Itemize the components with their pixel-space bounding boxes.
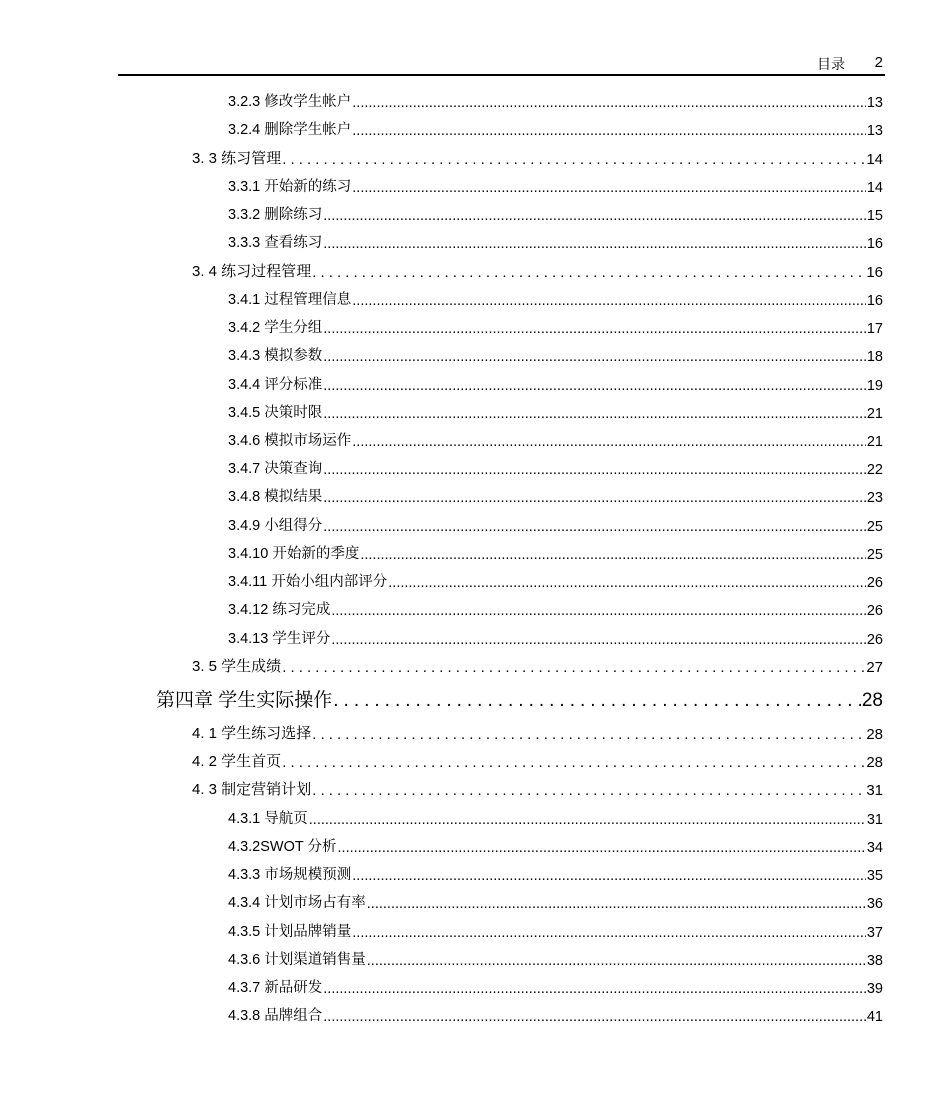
toc-entry-page: 28 [866, 726, 883, 743]
toc-entry[interactable] [228, 228, 883, 252]
dot-leader [323, 208, 866, 224]
toc-entry-label: 3.4.13 学生评分 [228, 631, 331, 647]
toc-entry[interactable] [228, 313, 883, 337]
dot-leader [282, 151, 865, 168]
toc-entry[interactable] [228, 567, 883, 591]
toc-entry-page: 26 [866, 575, 883, 591]
toc-entry[interactable] [228, 454, 883, 478]
toc-entry-page: 31 [866, 782, 883, 799]
toc-entry[interactable] [228, 1001, 883, 1025]
dot-leader [367, 896, 866, 912]
toc-entry[interactable] [228, 172, 883, 196]
header-page-number: 2 [874, 54, 883, 71]
toc-entry[interactable] [228, 482, 883, 506]
header-title: 目录 [817, 56, 845, 72]
dot-leader [323, 321, 866, 337]
toc-entry-page: 28 [861, 690, 883, 711]
dot-leader [333, 690, 861, 712]
dot-leader [323, 236, 866, 252]
toc-entry-label: 4. 3 制定营销计划 [192, 781, 312, 798]
toc-entry-label: 3.4.12 练习完成 [228, 602, 331, 618]
toc-entry-page: 13 [866, 95, 883, 111]
toc-entry-page: 39 [866, 981, 883, 997]
toc-entry[interactable] [228, 511, 883, 535]
toc-entry-label: 3.4.4 评分标准 [228, 377, 323, 393]
dot-leader [360, 547, 866, 563]
dot-leader [312, 782, 865, 799]
toc-entry[interactable] [228, 832, 883, 856]
toc-entry-page: 16 [866, 293, 883, 309]
dot-leader [352, 434, 866, 450]
toc-entry[interactable] [228, 398, 883, 422]
toc-entry[interactable] [228, 917, 883, 941]
toc-entry-page: 19 [866, 378, 883, 394]
dot-leader [312, 264, 865, 281]
toc-entry-page: 37 [866, 925, 883, 941]
dot-leader [388, 575, 866, 591]
toc-entry-label: 3.4.7 决策查询 [228, 461, 323, 477]
toc-entry[interactable] [228, 945, 883, 969]
dot-leader [352, 868, 866, 884]
toc-entry-page: 16 [866, 236, 883, 252]
toc-entry[interactable] [192, 775, 883, 799]
toc-entry-page: 17 [866, 321, 883, 337]
toc-entry[interactable] [228, 285, 883, 309]
toc-entry[interactable] [156, 684, 883, 712]
toc-entry-label: 第四章 学生实际操作 [156, 690, 333, 711]
toc-entry-page: 22 [866, 462, 883, 478]
toc-entry[interactable] [228, 860, 883, 884]
toc-entry-page: 25 [866, 519, 883, 535]
toc-entry-label: 3.4.6 模拟市场运作 [228, 433, 352, 449]
toc-entry-label: 3.4.8 模拟结果 [228, 489, 323, 505]
toc-entry[interactable] [228, 888, 883, 912]
dot-leader [352, 123, 866, 139]
toc-entry[interactable] [192, 652, 883, 676]
toc-entry[interactable] [228, 539, 883, 563]
toc-entry-label: 4.3.3 市场规模预测 [228, 867, 352, 883]
toc-entry[interactable] [228, 341, 883, 365]
toc-entry-label: 3.4.1 过程管理信息 [228, 292, 352, 308]
toc-entry-label: 3.4.2 学生分组 [228, 320, 323, 336]
toc-entry-label: 3.3.2 删除练习 [228, 207, 323, 223]
toc-entry-page: 18 [866, 349, 883, 365]
toc-entry[interactable] [192, 144, 883, 168]
dot-leader [352, 95, 866, 111]
toc-entry[interactable] [228, 624, 883, 648]
toc-entry[interactable] [228, 370, 883, 394]
toc-entry-label: 3. 3 练习管理 [192, 150, 282, 167]
dot-leader [309, 812, 866, 828]
toc-entry-page: 15 [866, 208, 883, 224]
toc-entry-page: 38 [866, 953, 883, 969]
toc-entry-label: 4.3.6 计划渠道销售量 [228, 952, 366, 968]
dot-leader [352, 925, 866, 941]
toc-entry-page: 14 [866, 180, 883, 196]
toc-entry-page: 25 [866, 547, 883, 563]
toc-entry-page: 21 [866, 406, 883, 422]
toc-entry-page: 35 [866, 868, 883, 884]
toc-entry-page: 34 [866, 840, 883, 856]
dot-leader [367, 953, 866, 969]
toc-entry-label: 4.3.5 计划品牌销量 [228, 924, 352, 940]
toc-entry-page: 26 [866, 632, 883, 648]
toc-entry-label: 3.2.3 修改学生帐户 [228, 94, 352, 110]
dot-leader [338, 840, 866, 856]
toc-entry-label: 3. 4 练习过程管理 [192, 263, 312, 280]
toc-entry-label: 4.3.4 计划市场占有率 [228, 895, 366, 911]
dot-leader [331, 603, 866, 619]
toc-entry-label: 3.4.11 开始小组内部评分 [228, 574, 388, 590]
toc-entry-page: 14 [866, 151, 883, 168]
toc-entry-label: 3.4.3 模拟参数 [228, 348, 323, 364]
toc-entry-page: 28 [866, 754, 883, 771]
toc-entry-page: 16 [866, 264, 883, 281]
toc-entry-page: 31 [866, 812, 883, 828]
dot-leader [323, 349, 866, 365]
toc-entry-page: 21 [866, 434, 883, 450]
toc-entry[interactable] [192, 257, 883, 281]
toc-entry-page: 41 [866, 1009, 883, 1025]
toc-entry-page: 13 [866, 123, 883, 139]
toc-entry-label: 3. 5 学生成绩 [192, 658, 282, 675]
toc-entry[interactable] [228, 595, 883, 619]
toc-entry[interactable] [228, 804, 883, 828]
toc-entry-page: 27 [866, 659, 883, 676]
dot-leader [282, 754, 865, 771]
toc-entry[interactable] [228, 200, 883, 224]
toc-entry[interactable] [192, 719, 883, 743]
toc-entry-label: 3.3.1 开始新的练习 [228, 179, 352, 195]
toc-entry-label: 3.3.3 查看练习 [228, 235, 323, 251]
dot-leader [323, 490, 866, 506]
dot-leader [323, 378, 866, 394]
dot-leader [282, 659, 865, 676]
toc-entry[interactable] [192, 747, 883, 771]
toc-entry[interactable] [228, 973, 883, 997]
toc-entry-label: 3.4.9 小组得分 [228, 518, 323, 534]
toc-entry-label: 4.3.1 导航页 [228, 811, 308, 827]
dot-leader [323, 406, 866, 422]
dot-leader [352, 293, 866, 309]
toc-entry-page: 23 [866, 490, 883, 506]
toc-entry-label: 3.4.10 开始新的季度 [228, 546, 360, 562]
toc-entry-page: 26 [866, 603, 883, 619]
dot-leader [323, 519, 866, 535]
toc-entry-label: 4. 2 学生首页 [192, 753, 282, 770]
dot-leader [323, 462, 866, 478]
dot-leader [312, 726, 865, 743]
toc-entry-label: 4.3.2SWOT 分析 [228, 839, 337, 855]
toc-entry[interactable] [228, 87, 883, 111]
toc-entry[interactable] [228, 426, 883, 450]
toc-entry-label: 4.3.7 新品研发 [228, 980, 323, 996]
dot-leader [323, 1009, 866, 1025]
toc-entry-label: 3.4.5 决策时限 [228, 405, 323, 421]
dot-leader [352, 180, 866, 196]
toc-entry-label: 3.2.4 删除学生帐户 [228, 122, 352, 138]
toc-entry-page: 36 [866, 896, 883, 912]
toc-entry-label: 4.3.8 品牌组合 [228, 1008, 323, 1024]
toc-entry[interactable] [228, 115, 883, 139]
toc-entry-label: 4. 1 学生练习选择 [192, 725, 312, 742]
dot-leader [331, 632, 866, 648]
dot-leader [323, 981, 866, 997]
